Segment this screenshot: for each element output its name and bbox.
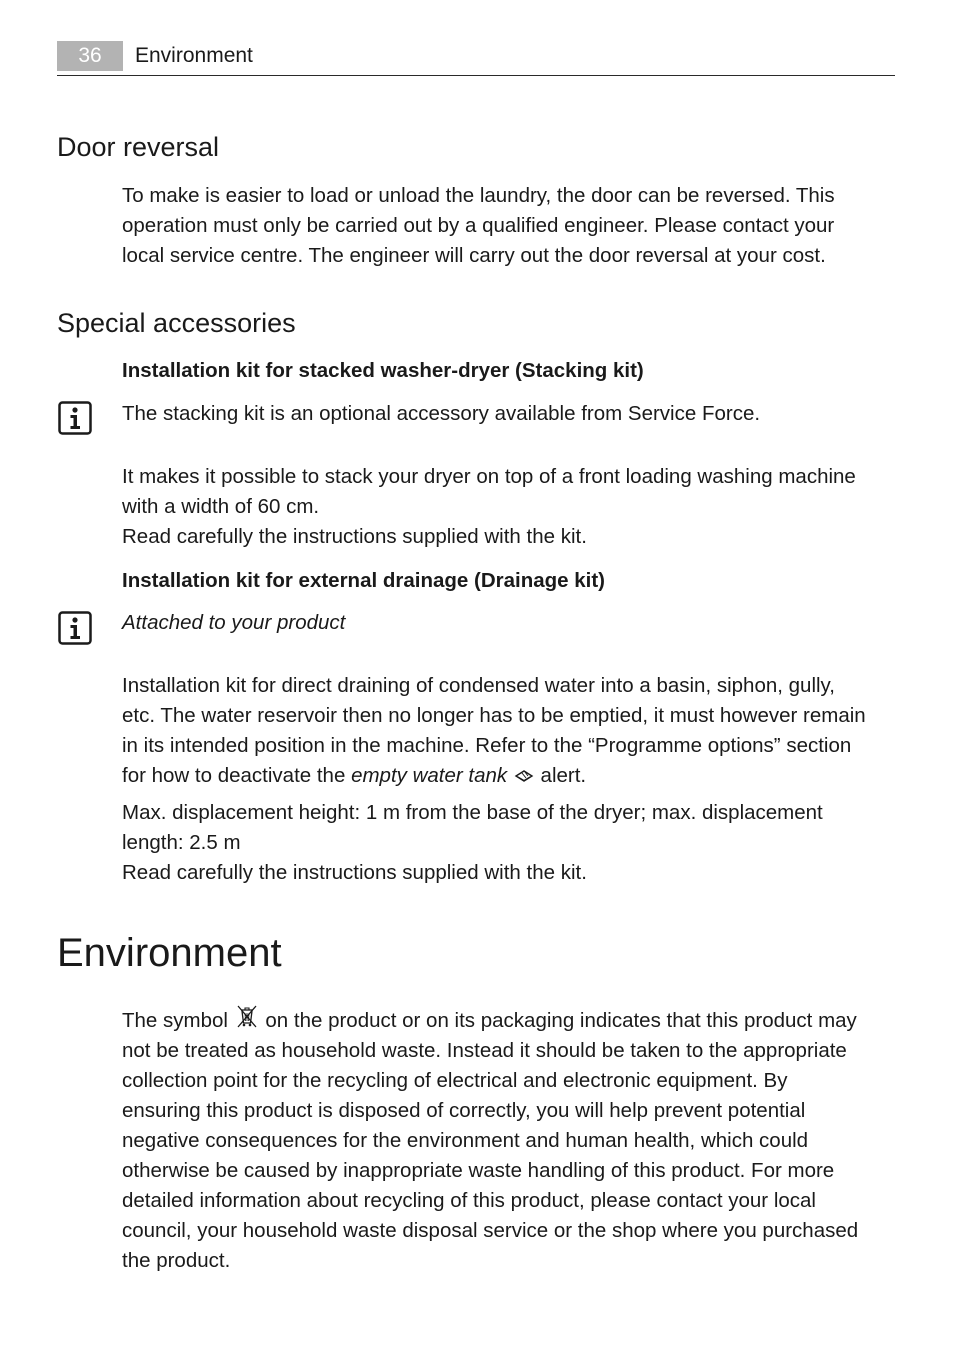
drainage-kit-line: Installation kit for direct draining of condensed water into a basin, siphon, gully,	[122, 674, 835, 697]
door-reversal-heading: Door reversal	[57, 132, 220, 162]
environment-heading: Environment	[57, 931, 282, 975]
drainage-kit-title: Installation kit for external drainage (Drainage kit)	[122, 569, 606, 592]
displacement-line: Max. displacement height: 1 m from the base of the dryer; max. displacement	[122, 801, 823, 824]
info-icon	[58, 611, 92, 645]
environment-text	[122, 1003, 902, 1276]
stacking-kit-text	[122, 462, 902, 552]
drainage-kit-line: etc. The water reservoir then no longer has to be emptied, it must however remain	[122, 704, 866, 727]
environment-line: the product.	[122, 1249, 231, 1272]
displacement-line: length: 2.5 m	[122, 831, 241, 854]
running-header: Environment	[135, 44, 253, 67]
door-reversal-text	[122, 181, 902, 271]
door-reversal-line: operation must only be carried out by a qualified engineer. Please contact your	[122, 214, 835, 237]
displacement-text	[122, 798, 902, 888]
info-icon	[58, 401, 92, 435]
header-rule	[57, 75, 895, 76]
door-reversal-line: local service centre. The engineer will carry out the door reversal at your cost.	[122, 244, 826, 267]
environment-first-line-suffix: on the product or on its packaging indicates that this product may	[265, 1009, 857, 1032]
crossed-out-bin-icon	[234, 1003, 260, 1029]
drainage-kit-last-line	[122, 761, 902, 791]
environment-line: not be treated as household waste. Instead it should be taken to the appropriate	[122, 1039, 847, 1062]
stacking-kit-note: The stacking kit is an optional accessory available from Service Force.	[122, 402, 761, 425]
drainage-kit-last-line-suffix: alert.	[534, 764, 587, 787]
stacking-kit-line: with a width of 60 cm.	[122, 495, 320, 518]
empty-water-tank-label: empty water tank	[351, 764, 508, 787]
stacking-kit-title: Installation kit for stacked washer-dryer (Stacking kit)	[122, 359, 644, 382]
door-reversal-line: To make is easier to load or unload the laundry, the door can be reversed. This	[122, 184, 835, 207]
page-number: 36	[57, 41, 123, 71]
drainage-kit-line: in its intended position in the machine. Refer to the “Programme options” section	[122, 734, 852, 757]
environment-line: detailed information about recycling of this product, please contact your local	[122, 1189, 816, 1212]
environment-line: council, your household waste disposal service or the shop where you purchased	[122, 1219, 859, 1242]
environment-line: negative consequences for the environment and human health, which could	[122, 1129, 809, 1152]
environment-line: otherwise be caused by inappropriate waste handling of this product. For more	[122, 1159, 835, 1182]
drainage-kit-text	[122, 671, 902, 791]
drainage-kit-last-line-prefix: for how to deactivate the	[122, 764, 352, 787]
stacking-kit-line: Read carefully the instructions supplied with the kit.	[122, 525, 587, 548]
special-accessories-heading: Special accessories	[57, 308, 296, 338]
stacking-kit-line: It makes it possible to stack your dryer on top of a front loading washing machine	[122, 465, 856, 488]
environment-line: collection point for the recycling of electrical and electronic equipment. By	[122, 1069, 788, 1092]
displacement-line: Read carefully the instructions supplied with the kit.	[122, 861, 587, 884]
environment-line: ensuring this product is disposed of correctly, you will help prevent potential	[122, 1099, 806, 1122]
environment-first-line	[122, 1003, 902, 1036]
environment-first-line-prefix: The symbol	[122, 1009, 228, 1032]
drainage-kit-note: Attached to your product	[122, 611, 346, 634]
water-tank-icon	[513, 767, 535, 785]
